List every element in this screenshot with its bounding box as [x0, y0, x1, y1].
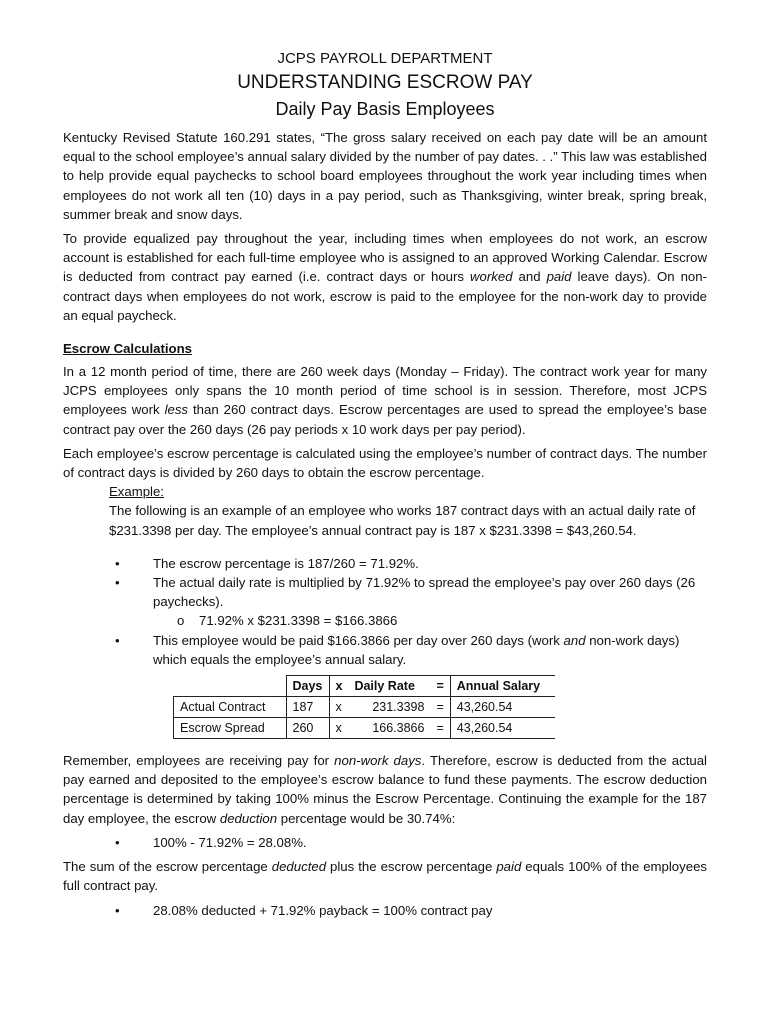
row-label: Escrow Spread [174, 718, 287, 739]
text-run: equals 100% of the employees full contract pay. [63, 859, 707, 894]
circle-bullet-icon: o [177, 613, 185, 629]
department-name: JCPS PAYROLL DEPARTMENT [277, 50, 493, 67]
list-item [63, 901, 707, 920]
text-run: This employee would be paid $166.3866 per day over 260 days (work [153, 632, 564, 648]
bullet-icon: • [115, 632, 120, 648]
document-header [63, 48, 707, 122]
bullet-icon: • [115, 902, 120, 918]
text-run: . Therefore, escrow is deducted from the actual pay earned and deposited to the employee’s escrow balance to fund these payments. The escrow deduction percentage is determined by taking 100% minus the Escrow Percentage. Continuing the example for the 187 day employee, the escrow [63, 753, 707, 826]
italic-run: less [164, 402, 189, 418]
remember-bullet-list-1 [63, 833, 707, 852]
list-item [63, 631, 707, 669]
list-item [63, 833, 707, 852]
eq-cell: = [430, 697, 450, 718]
intro-paragraph-1: Kentucky Revised Statute 160.291 states, “The gross salary received on each pay date will be an amount equal to the school employee’s annual salary divided by the number of pay dates. . .” This law was established to help provide equal paychecks to school board employees throughout the work year including times when employees do not work all ten (10) days in a pay period, such as Thanksgiving, winter break, spring break, summer break and snow days. [63, 130, 707, 222]
calc-bullet-list [63, 554, 707, 669]
document-subtitle: Daily Pay Basis Employees [275, 99, 495, 119]
x-cell: x [329, 718, 348, 739]
x-cell: x [329, 697, 348, 718]
rate-cell: 166.3866 [348, 718, 430, 739]
table-header-rate: Daily Rate [348, 676, 430, 697]
text-run: In a 12 month period of time, there are 260 week days (Monday – Friday). The contract work year for many JCPS employees only spans the 10 month period of time school is in session. Therefore, most JCPS employees work [63, 364, 707, 418]
rate-cell: 231.3398 [348, 697, 430, 718]
text-run: 100% - 71.92% = 28.08%. [153, 834, 307, 850]
table-header-row [174, 676, 555, 697]
eq-cell: = [430, 718, 450, 739]
bullet-icon: • [115, 834, 120, 850]
remember-bullet-list-2 [63, 901, 707, 920]
text-run: than 260 contract days. Escrow percentages are used to spread the employee’s base contract pay over the 260 days (26 pay periods x 10 work days per pay period). [63, 402, 707, 437]
table-header-salary: Annual Salary [450, 676, 555, 697]
italic-run: paid [546, 269, 572, 285]
table-row [174, 718, 555, 739]
section-heading-escrow-calculations: Escrow Calculations [63, 341, 192, 357]
example-block [109, 482, 707, 540]
list-item [63, 573, 707, 631]
document-page [63, 48, 707, 920]
text-run: percentage would be 30.74%: [277, 810, 456, 826]
salary-cell: 43,260.54 [450, 718, 555, 739]
text-run: Remember, employees are receiving pay for [63, 753, 335, 769]
escrow-table [173, 675, 555, 739]
text-run: The actual daily rate is multiplied by 71.92% to spread the employee’s pay over 260 days (26 paychecks). [153, 575, 696, 610]
text-run: The escrow percentage is 187/260 = 71.92%. [153, 555, 419, 571]
table-header-x: x [329, 676, 348, 697]
text-run: The sum of the escrow percentage [63, 859, 272, 875]
italic-run: deduction [219, 810, 278, 826]
italic-run: paid [496, 859, 522, 875]
example-label: Example: [109, 484, 164, 500]
text-run: To provide equalized pay throughout the year, including times when employees do not work, an escrow account is established for each full-time employee who is assigned to an approved Working Calendar. Escrow is deducted from contract pay earned (i.e. contract days or hours [63, 231, 707, 285]
text-run: 71.92% x $231.3398 = $166.3866 [199, 613, 398, 629]
remember-paragraph [63, 751, 707, 828]
sum-paragraph [63, 857, 707, 895]
text-run: non-work days) which equals the employee’s annual salary. [153, 632, 680, 667]
table-header-eq: = [430, 676, 450, 697]
days-cell: 260 [286, 718, 329, 739]
days-cell: 187 [286, 697, 329, 718]
salary-cell: 43,260.54 [450, 697, 555, 718]
calc-paragraph-1 [63, 362, 707, 439]
intro-paragraph-2 [63, 229, 707, 325]
bullet-icon: • [115, 555, 120, 571]
table-header-days: Days [286, 676, 329, 697]
italic-run: non-work days [334, 753, 422, 769]
sub-list-item [153, 611, 707, 630]
italic-run: worked [470, 269, 513, 285]
text-run: 28.08% deducted + 71.92% payback = 100% contract pay [153, 902, 493, 918]
spacer [63, 739, 707, 751]
row-label: Actual Contract [174, 697, 287, 718]
bullet-icon: • [115, 575, 120, 591]
calc-paragraph-2: Each employee’s escrow percentage is calculated using the employee’s number of contract days. The number of contract days is divided by 260 days to obtain the escrow percentage. [63, 445, 707, 481]
italic-run: deducted [271, 859, 327, 875]
italic-run: and [563, 632, 586, 648]
table-row [174, 697, 555, 718]
table-corner-cell [174, 676, 287, 697]
example-text: The following is an example of an employee who works 187 contract days with an actual daily rate of $231.3398 per day. The employee’s annual contract pay is 187 x $231.3398 = $43,260.54. [109, 503, 696, 538]
list-item [63, 554, 707, 573]
text-run: and [512, 269, 547, 285]
text-run: plus the escrow percentage [326, 859, 497, 875]
text-run: leave days). On non-contract days when employees do not work, escrow is paid to the employee for the non-work day to provide an equal paycheck. [63, 269, 707, 323]
document-title: UNDERSTANDING ESCROW PAY [237, 72, 533, 93]
